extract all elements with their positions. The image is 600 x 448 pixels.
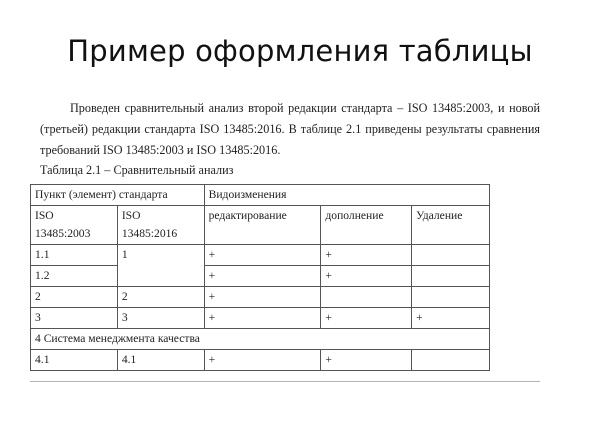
header-modifications: Видоизменения bbox=[204, 185, 489, 206]
table-row bbox=[31, 287, 490, 308]
table-section-row bbox=[31, 329, 490, 350]
cell-iso2016: 3 bbox=[117, 308, 204, 329]
cell-add: + bbox=[321, 245, 412, 266]
section-heading: 4 Система менеджмента качества bbox=[31, 329, 490, 350]
cell-iso2003: 2 bbox=[31, 287, 118, 308]
cell-add: + bbox=[321, 266, 412, 287]
cell-edit: + bbox=[204, 245, 321, 266]
cell-add bbox=[321, 287, 412, 308]
cell-delete bbox=[412, 245, 490, 266]
cell-delete bbox=[412, 350, 490, 371]
table-row bbox=[31, 266, 490, 287]
subheader-iso-2003-line1: ISO bbox=[35, 209, 54, 222]
subheader-iso-2016-line2: 13485:2016 bbox=[121, 227, 178, 240]
document-body bbox=[34, 98, 540, 179]
cell-add: + bbox=[321, 350, 412, 371]
table-subheader-row bbox=[31, 206, 490, 245]
cell-delete bbox=[412, 287, 490, 308]
table-caption: Таблица 2.1 – Сравнительный анализ bbox=[40, 163, 234, 177]
comparison-table bbox=[30, 184, 490, 371]
cell-iso2016: 1 bbox=[117, 245, 204, 287]
slide-title: Пример оформления таблицы bbox=[67, 34, 533, 68]
cell-delete bbox=[412, 266, 490, 287]
cell-delete: + bbox=[412, 308, 490, 329]
document-paragraph: Проведен сравнительный анализ второй редакции стандарта – ISO 13485:2003, и новой (третьей) редакции стандарта ISO 13485:2016. В таблице 2.1 приведены результаты сравнения требований ISO 13485:2003 и ISO 13485:2016. bbox=[40, 101, 540, 157]
cell-iso2003: 4.1 bbox=[31, 350, 118, 371]
cell-iso2003: 1.1 bbox=[31, 245, 118, 266]
subheader-edit: редактирование bbox=[204, 206, 321, 245]
subheader-iso-2003 bbox=[31, 206, 118, 245]
cell-iso2003: 3 bbox=[31, 308, 118, 329]
header-standard-item: Пункт (элемент) стандарта bbox=[31, 185, 205, 206]
cell-iso2016: 4.1 bbox=[117, 350, 204, 371]
table-bottom-divider bbox=[30, 381, 540, 382]
subheader-delete: Удаление bbox=[412, 206, 490, 245]
cell-iso2003: 1.2 bbox=[31, 266, 118, 287]
cell-iso2016: 2 bbox=[117, 287, 204, 308]
subheader-iso-2016 bbox=[117, 206, 204, 245]
table-header-row bbox=[31, 185, 490, 206]
cell-edit: + bbox=[204, 266, 321, 287]
cell-add: + bbox=[321, 308, 412, 329]
cell-edit: + bbox=[204, 350, 321, 371]
subheader-iso-2016-line1: ISO bbox=[121, 209, 141, 222]
cell-edit: + bbox=[204, 287, 321, 308]
table-row bbox=[31, 350, 490, 371]
table-row bbox=[31, 245, 490, 266]
subheader-add: дополнение bbox=[321, 206, 412, 245]
table-row bbox=[31, 308, 490, 329]
subheader-iso-2003-line2: 13485:2003 bbox=[35, 227, 91, 240]
cell-edit: + bbox=[204, 308, 321, 329]
